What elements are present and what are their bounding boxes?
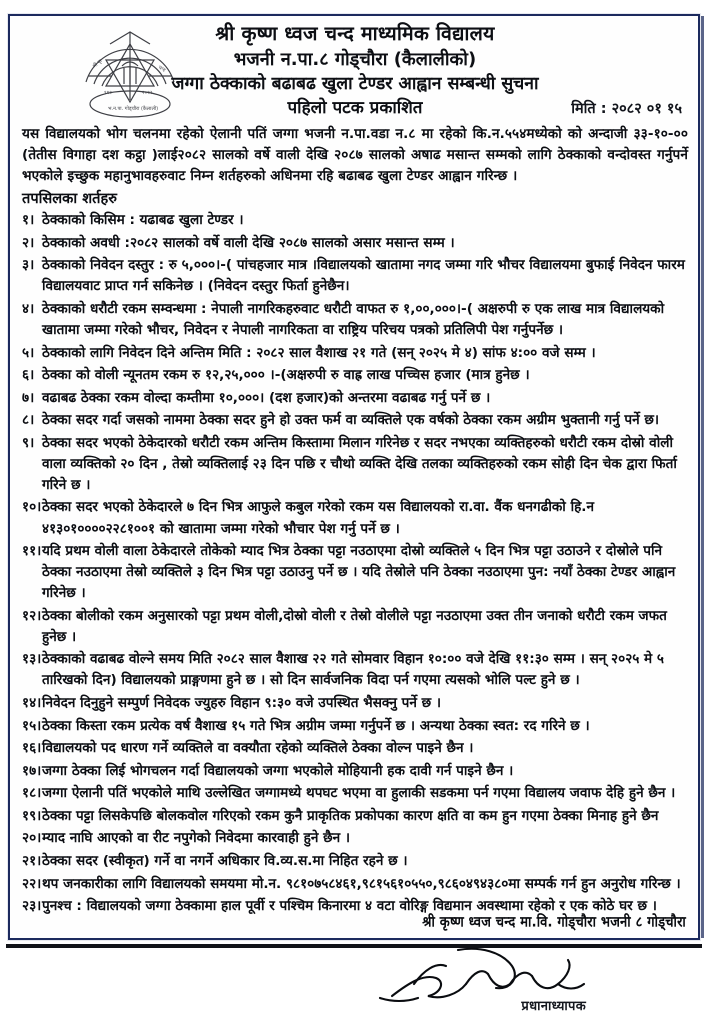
school-address: भजनी न.पा.८ गोड्चौरा (कैलालीको) [233, 48, 477, 70]
term-clause-number: ७। [22, 389, 35, 406]
term-clause-text: ठेक्काको धरौटी रकम सम्वन्धमा : नेपाली नागरिकहरुवाट धरौटी वाफत रु १,००,०००।-( अक्षरुपी रु एक लाख मात्र विद्यालयको खातामा जम्मा गरेको भौचर, निवेदन र नेपाली नागरिकता वा राष्ट्रिय परिचय पत्रको प्रतिलिपी पेश गर्नुपर्नेछ । [42, 300, 665, 338]
signature-caption: प्रधानाध्यापक [521, 999, 586, 1014]
term-clause-number: १६। [22, 740, 42, 757]
term-clause [22, 738, 688, 759]
svg-text:१९१: १९१ [104, 90, 112, 96]
term-clause-number: २३। [22, 898, 42, 915]
terms-list [22, 210, 688, 917]
term-clause [22, 806, 688, 827]
term-clause-number: ११। [22, 543, 42, 560]
term-clause-text: म्याद नाघि आएको वा रीट नपुगेको निवेदमा कारवाही हुने छैन । [42, 830, 351, 847]
term-clause [22, 433, 688, 496]
term-clause-number: १८। [22, 785, 42, 802]
term-clause [22, 761, 688, 782]
notice-subject: जग्गा ठेक्काको बढाबढ खुला टेण्डर आह्वान सम्बन्धी सुचना [171, 74, 539, 95]
term-clause-text: जग्गा ठेक्का लिई भोगचलन गर्दा विद्यालयको जग्गा भएकोले मोहियानी हक दावी गर्न पाइने छैन । [42, 762, 514, 779]
term-clause [22, 255, 688, 297]
term-clause [22, 828, 688, 849]
term-clause-text: ठेक्का सदर गर्दा जसको नाममा ठेक्का सदर हुने हो उक्त फर्म वा व्यक्तिले एक वर्षको ठेक्का रकम अग्रीम भुक्तानी गर्नु पर्ने छ। [42, 412, 660, 429]
term-clause [22, 343, 688, 364]
term-clause-number: १५। [22, 717, 42, 734]
term-clause-text: ठेक्काको निवेदन दस्तुर : रु ५,०००।-( पांचहजार मात्र ।विद्यालयको खातामा नगद जम्मा गरि भौचर विद्यालयमा बुफाई निवेदन फारम विद्यालयवाट प्राप्त गर्न सकिनेछ । (निवेदन दस्तुर फिर्ता हुनेछैन। [42, 257, 685, 295]
term-clause [22, 497, 688, 539]
term-clause-number: ५। [22, 344, 35, 361]
term-clause [22, 365, 688, 386]
term-clause-text: ठेक्का सदर भएको ठेकेदारले ७ दिन भित्र आफुले कबुल गरेको रकम यस विद्यालयको रा.वा. वैंक धनगढीको हि.न ४१३०१००००२२८१००१ को खातामा जम्मा गरेको भौचार पेश गर्नु पर्ने छ । [42, 499, 595, 537]
term-clause-number: २१। [22, 852, 42, 869]
notice-body [22, 124, 688, 917]
office-stamp: श्री कृष्ण ध्वज चन्द मा.वि. गोड्चौरा भजनी ८ गोड्चौरा [422, 914, 686, 932]
term-clause [22, 693, 688, 714]
term-clause [22, 388, 688, 409]
term-clause-number: ९। [22, 434, 35, 451]
term-clause-text: ठेक्काको किसिम : यढाबढ खुला टेण्डर । [42, 212, 244, 229]
term-clause-text: निवेदन दिनुहुने सम्पुर्ण निवेदक ज्युहरु विहान ९:३० वजे उपस्थित भैसक्नु पर्ने छ । [42, 695, 442, 712]
term-clause-number: १०। [22, 499, 42, 516]
term-clause [22, 541, 688, 604]
term-clause [22, 783, 688, 804]
term-clause [22, 851, 688, 872]
term-clause-text: वढाबढ ठेक्का रकम वोल्दा कम्तीमा १०,०००। (दश हजार)को अन्तरमा वढाबढ गर्नु पर्ने छ । [42, 389, 491, 406]
term-clause-text: ठेक्का सदर भएको ठेकेदारको धरौटी रकम अन्तिम किस्तामा मिलान गरिनेछ र सदर नभएका व्यक्तिहरुको धरौटी रकम दोस्रो वोली वाला व्यक्तिको २० दिन , तेस्रो व्यक्तिलाई २३ दिन पछि र चौथो व्यक्ति देखि तलका व्यक्तिहरुको रकम सोही दिन चेक द्वारा फिर्ता गरिने छ । [42, 434, 677, 493]
school-name: श्री कृष्ण ध्वज चन्द माध्यमिक विद्यालय [215, 22, 495, 45]
term-clause-text: जग्गा ऐलानी पतिं भएकोले माथि उल्लेखित जग्गामध्ये थपघट भएमा वा हुलाकी सडकमा पर्न गएमा विद्यालय जवाफ देहि हुने छैन । [42, 785, 676, 802]
svg-text:श्री कृ: श्री कृ [91, 58, 104, 70]
term-clause [22, 210, 688, 231]
term-clause-number: १४। [22, 695, 42, 712]
intro-paragraph: यस विद्यालयको भोग चलनमा रहेको ऐलानी पतिं जग्गा भजनी न.पा.वडा न.८ मा रहेको कि.न.५५४मध्येको को अन्दाजी ३३-१०-०० (तेतीस विगाहा दश कट्ठा )लाई२०८२ सालको वर्षे वाली देखि २०८७ सालको अषाढ मसान्त सम्मको लागि ठेक्काको वन्दोवस्त गर्नुपर्ने भएकोले इच्छुक महानुभावहरुवाट निम्न शर्तहरुको अधिनमा रहि बढाबढ खुला टेण्डर आह्वान गरिन्छ । [22, 126, 688, 184]
term-clause-text: थप जनकारीका लागि विद्यालयको समयमा मो.न. ९८१०७५८४६१,९८१५६१०५५०,९८६०४९४३८०मा सम्पर्क गर्न हुन अनुरोध गरिन्छ । [42, 875, 681, 892]
svg-text:२०१२: २०१२ [142, 90, 153, 96]
term-clause-text: यदि प्रथम वोली वाला ठेकेदारले तोकेको म्याद भित्र ठेक्का पट्टा नउठाएमा दोस्रो व्यक्तिले ५ दिन भित्र पट्टा उठाउने र दोस्रोले पनि ठेक्का नउठाएमा तेस्रो व्यक्तिले ३ दिन भित्र पट्टा उठाउनु पर्ने छ । यदि तेस्रोले पनि ठेक्का नउठाएमा पुन: नयाँ ठेक्का टेण्डर आह्वान गरिनेछ । [42, 543, 676, 602]
notice-header [22, 20, 688, 119]
term-clause-number: १। [22, 212, 35, 229]
term-clause-text: ठेक्का पट्टा लिसकेपछि बोलकवोल गरिएको रकम कुनै प्राकृतिक प्रकोपका कारण क्षति वा कम हुन गएमा ठेक्का मिनाह हुने छैन [42, 807, 659, 824]
term-clause-text: ठेक्काको लागि निवेदन दिने अन्तिम मिति : २०८२ साल वैशाख २१ गते (सन् २०२५ मे ४) सांफ ४:०० वजे सम्म । [42, 344, 596, 361]
term-clause-text: विद्यालयको पद धारण गर्ने व्यक्तिले वा वक्यौता रहेको व्यक्तिले ठेक्का वोल्न पाइने छैन । [42, 740, 474, 757]
term-clause-text: ठेक्का बोलीको रकम अनुसारको पट्टा प्रथम वोली,दोस्रो वोली र तेस्रो वोलीले पट्टा नउठाएमा उक्त तीन जनाको धरौटी रकम जफत हुनेछ । [42, 607, 667, 645]
term-clause-number: २०। [22, 830, 42, 847]
term-clause-number: ४। [22, 300, 35, 317]
term-clause-number: ८। [22, 412, 35, 429]
term-clause-number: २२। [22, 875, 42, 892]
term-clause [22, 606, 688, 648]
term-clause-text: ठेक्का किस्ता रकम प्रत्येक वर्ष वैशाख १५ गते भित्र अग्रीम जम्मा गर्नुपर्ने छ । अन्यथा ठेक्का स्वत: रद गरिने छ । [42, 717, 590, 734]
term-clause-number: १९। [22, 807, 42, 824]
notice-date: मिति : २०८२ ०१ १५ [571, 101, 682, 118]
svg-text:चन्द: चन्द [156, 64, 167, 74]
term-clause [22, 716, 688, 737]
term-clause-text: ठेक्का को वोली न्यूनतम रकम रु १२,२५,००० ।-(अक्षरुपी रु वाह्र लाख पच्चिस हजार (मात्र हुनेछ । [42, 367, 530, 384]
term-clause [22, 233, 688, 254]
term-clause [22, 410, 688, 431]
term-clause-text: ठेक्काको वढाबढ वोल्ने समय मिति २०८२ साल वैशाख २२ गते सोमवार विहान १०:०० वजे देखि ११:३० सम्म । सन् २०२५ मे ५ तारिखको दिन) विद्यालयको प्राङ्गणमा हुने छ । सो दिन सार्वजनिक विदा पर्न गएमा त्यसको भोलि पल्ट हुने छ । [42, 651, 664, 689]
notice-box [8, 14, 700, 940]
term-clause-text: पुनश्च : विद्यालयको जग्गा ठेक्कामा हाल पूर्वी र पश्चिम किनारमा ४ वटा वोरिङ्ग विद्यमान अवस्थामा रहेको र एक कोठे घर छ । [42, 898, 657, 915]
signature-area [0, 948, 708, 1024]
publication-label: पहिलो पटक प्रकाशित [287, 98, 423, 119]
svg-text:भ.न.पा. गोड्चौरा (कैलाली): भ.न.पा. गोड्चौरा (कैलाली) [108, 106, 159, 112]
term-clause [22, 299, 688, 341]
term-clause-text: ठेक्काको अवधी :२०८२ सालको वर्षे वाली देखि २०८७ सालको असार मसान्त सम्म । [42, 234, 455, 251]
term-clause-number: २। [22, 234, 35, 251]
term-clause-number: १३। [22, 651, 42, 668]
term-clause-number: १७। [22, 762, 42, 779]
term-clause-text: ठेक्का सदर (स्वीकृत) गर्ने वा नगर्ने अधिकार वि.व्य.स.मा निहित रहने छ । [42, 852, 408, 869]
term-clause-number: ६। [22, 367, 35, 384]
terms-heading: तपसिलका शर्तहरु [22, 190, 117, 208]
term-clause-number: ३। [22, 257, 35, 274]
term-clause-number: १२। [22, 607, 42, 624]
term-clause [22, 649, 688, 691]
term-clause [22, 874, 688, 895]
